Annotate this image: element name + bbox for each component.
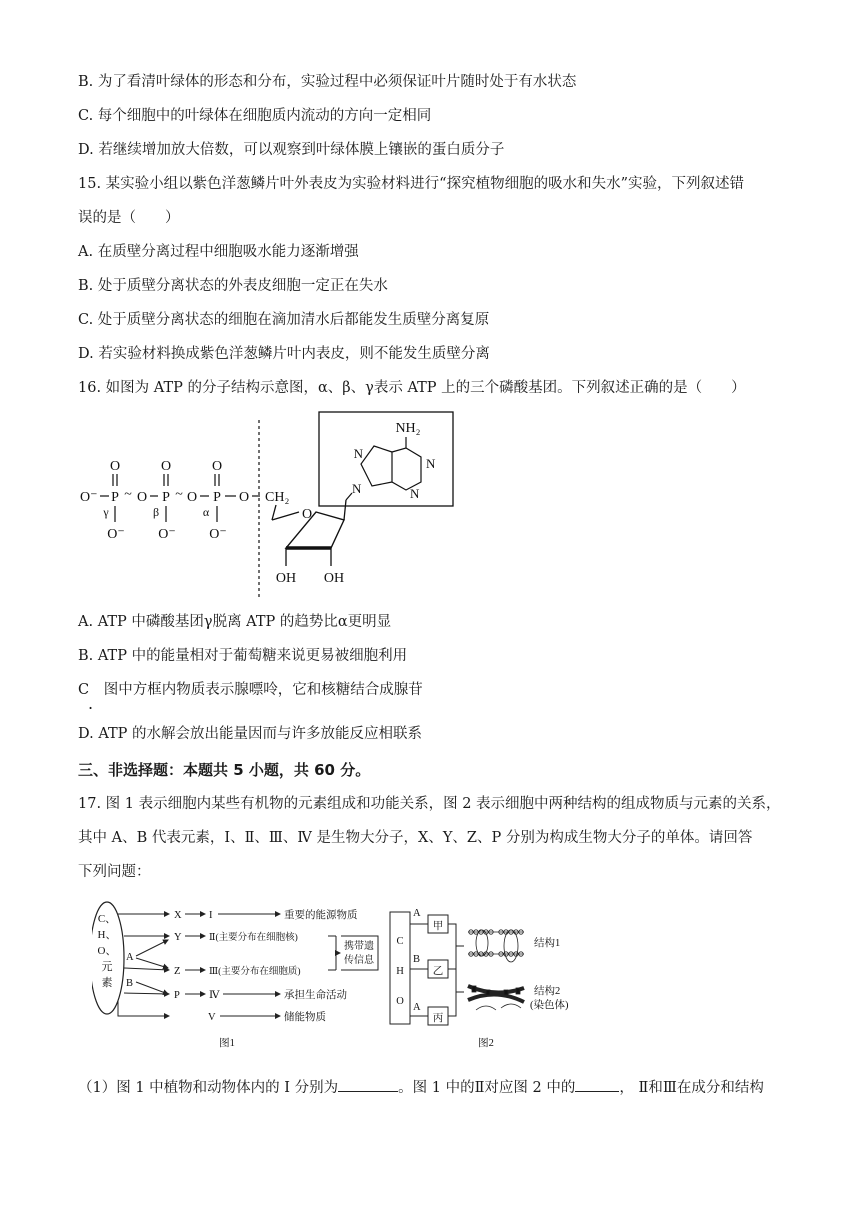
question-15-option-b: B. 处于质壁分离状态的外表皮细胞一定正在失水 bbox=[78, 278, 388, 294]
fig2-box-bing: 丙 bbox=[432, 1013, 444, 1024]
svg-text:H、: H、 bbox=[97, 929, 117, 941]
svg-text:携带遗: 携带遗 bbox=[344, 941, 374, 952]
fig2-element-o: O bbox=[396, 996, 404, 1007]
svg-text:元: 元 bbox=[101, 961, 113, 973]
option-c-chloroplast: C. 每个细胞中的叶绿体在细胞质内流动的方向一定相同 bbox=[78, 108, 432, 124]
fig2-structure-2: 结构2 bbox=[534, 986, 561, 997]
svg-text:C、: C、 bbox=[97, 913, 117, 925]
question-17-stem-3: 下列问题： bbox=[78, 864, 151, 880]
fig1-mono-y: Y bbox=[174, 932, 182, 943]
fig2-structure-1: 结构1 bbox=[534, 938, 561, 949]
question-15-stem-cont: 误的是（ ） bbox=[78, 210, 180, 226]
fig1-macro-2: Ⅱ(主要分布在细胞核) bbox=[209, 933, 298, 943]
section-heading: 三、非选择题：本题共 5 小题，共 60 分。 bbox=[78, 761, 371, 779]
question-16-option-c bbox=[78, 680, 423, 700]
atp-gamma-label: γ bbox=[103, 505, 109, 519]
atp-alpha-label: α bbox=[202, 505, 210, 519]
question-15-option-a: A. 在质壁分离过程中细胞吸水能力逐渐增强 bbox=[78, 244, 359, 260]
fig2-box-yi: 乙 bbox=[432, 966, 444, 977]
sub-1-text-a: （1）图 1 中植物和动物体内的 I 分别为 bbox=[78, 1080, 339, 1096]
atp-ch2: CH₂ bbox=[265, 490, 290, 505]
question-17-sub-1 bbox=[78, 1078, 764, 1098]
answer-blank-1[interactable] bbox=[338, 1091, 398, 1092]
atp-o-bridge-2: O bbox=[186, 490, 198, 505]
atp-p-alpha: P bbox=[213, 490, 221, 505]
fig1-elements-label bbox=[98, 913, 117, 989]
atp-n-right-top: N bbox=[426, 456, 436, 471]
atp-o-bridge-3: O bbox=[238, 490, 250, 505]
atp-n-left-bottom: N bbox=[352, 481, 362, 496]
figure-2-diagram bbox=[386, 902, 596, 1054]
atp-tilde-1: ~ bbox=[124, 487, 132, 502]
fig1-macro-3: Ⅲ(主要分布在细胞质) bbox=[209, 967, 301, 977]
option-d-chloroplast: D. 若继续增加放大倍数，可以观察到叶绿体膜上镶嵌的蛋白质分子 bbox=[78, 142, 505, 158]
fig2-chromosome-illustration bbox=[468, 986, 524, 1010]
atp-o-top-alpha: O bbox=[211, 459, 223, 474]
atp-beta-label: β bbox=[152, 505, 160, 519]
fig1-element-b: B bbox=[126, 978, 134, 989]
atp-n-left-top: N bbox=[353, 446, 363, 461]
question-15-stem: 15. 某实验小组以紫色洋葱鳞片叶外表皮为实验材料进行“探究植物细胞的吸水和失水”实验，下列叙述错 bbox=[78, 176, 744, 192]
atp-ribose-o: O bbox=[301, 507, 313, 522]
fig2-caption: 图2 bbox=[478, 1038, 494, 1049]
sub-1-text-b: 。图 1 中的Ⅱ对应图 2 中的 bbox=[398, 1080, 576, 1096]
fig2-element-a2: A bbox=[413, 1002, 421, 1013]
option-c-dot: . bbox=[88, 694, 94, 713]
question-17-stem-2: 其中 A、B 代表元素，I、Ⅱ、Ⅲ、Ⅳ 是生物大分子，X、Y、Z、P 分别为构成生物大分子的单体。请回答 bbox=[78, 830, 753, 846]
fig1-func-3: 承担生命活动 bbox=[284, 990, 347, 1001]
question-16-stem: 16. 如图为 ATP 的分子结构示意图，α、β、γ表示 ATP 上的三个磷酸基团。下列叙述正确的是（ ） bbox=[78, 380, 746, 396]
atp-o-bottom-gamma: O⁻ bbox=[107, 527, 125, 542]
option-c-text: 图中方框内物质表示腺嘌呤，它和核糖结合成腺苷 bbox=[103, 682, 423, 698]
fig2-membrane-illustration bbox=[468, 930, 524, 962]
question-16-option-a: A. ATP 中磷酸基团γ脱离 ATP 的趋势比α更明显 bbox=[78, 614, 392, 630]
fig1-caption: 图1 bbox=[219, 1038, 235, 1049]
atp-o-bottom-beta: O⁻ bbox=[158, 527, 176, 542]
atp-o-bottom-alpha: O⁻ bbox=[209, 527, 227, 542]
atp-n-bottom: N bbox=[410, 486, 420, 501]
fig2-element-c: C bbox=[396, 936, 404, 947]
svg-text:传信息: 传信息 bbox=[344, 955, 374, 966]
atp-o-bridge-1: O bbox=[136, 490, 148, 505]
fig2-element-h: H bbox=[396, 966, 404, 977]
question-15-option-d: D. 若实验材料换成紫色洋葱鳞片叶内表皮，则不能发生质壁分离 bbox=[78, 346, 490, 362]
fig2-element-b: B bbox=[413, 954, 421, 965]
fig2-structure-2-sub: (染色体) bbox=[530, 1000, 569, 1011]
fig1-func-2 bbox=[344, 939, 375, 966]
fig1-func-4: 储能物质 bbox=[284, 1012, 326, 1023]
question-16-option-d: D. ATP 的水解会放出能量因而与许多放能反应相联系 bbox=[78, 726, 423, 742]
fig1-mono-z: Z bbox=[174, 966, 181, 977]
atp-nh2: NH₂ bbox=[395, 421, 421, 436]
fig2-box-jia: 甲 bbox=[432, 921, 444, 932]
svg-text:素: 素 bbox=[101, 977, 113, 989]
question-17-stem-1: 17. 图 1 表示细胞内某些有机物的元素组成和功能关系，图 2 表示细胞中两种结构的组成物质与元素的关系， bbox=[78, 796, 781, 812]
atp-p-beta: P bbox=[162, 490, 170, 505]
atp-structure-diagram bbox=[76, 408, 460, 604]
fig1-mono-v: V bbox=[208, 1012, 216, 1023]
svg-text:O、: O、 bbox=[97, 945, 117, 957]
question-15-option-c: C. 处于质壁分离状态的细胞在滴加清水后都能发生质壁分离复原 bbox=[78, 312, 490, 328]
fig1-element-a: A bbox=[126, 952, 134, 963]
atp-oh-left: OH bbox=[275, 571, 297, 586]
fig1-mono-p: P bbox=[174, 990, 180, 1001]
atp-tilde-2: ~ bbox=[175, 487, 183, 502]
fig1-mono-x: X bbox=[174, 910, 182, 921]
atp-o-minus-left: O⁻ bbox=[80, 490, 98, 505]
atp-p-gamma: P bbox=[111, 490, 119, 505]
atp-oh-right: OH bbox=[323, 571, 345, 586]
option-b-chloroplast: B. 为了看清叶绿体的形态和分布，实验过程中必须保证叶片随时处于有水状态 bbox=[78, 74, 577, 90]
sub-1-text-c: ， Ⅱ和Ⅲ在成分和结构 bbox=[619, 1080, 764, 1096]
figure-1-diagram bbox=[92, 896, 382, 1054]
fig1-macro-1: I bbox=[209, 910, 213, 921]
fig2-element-a1: A bbox=[413, 908, 421, 919]
atp-o-top-gamma: O bbox=[109, 459, 121, 474]
fig1-macro-4: Ⅳ bbox=[209, 990, 220, 1001]
fig1-func-1: 重要的能源物质 bbox=[284, 910, 358, 921]
option-c-letter: C bbox=[78, 682, 90, 698]
atp-o-top-beta: O bbox=[160, 459, 172, 474]
question-16-option-b: B. ATP 中的能量相对于葡萄糖来说更易被细胞利用 bbox=[78, 648, 408, 664]
answer-blank-2[interactable] bbox=[575, 1091, 619, 1092]
